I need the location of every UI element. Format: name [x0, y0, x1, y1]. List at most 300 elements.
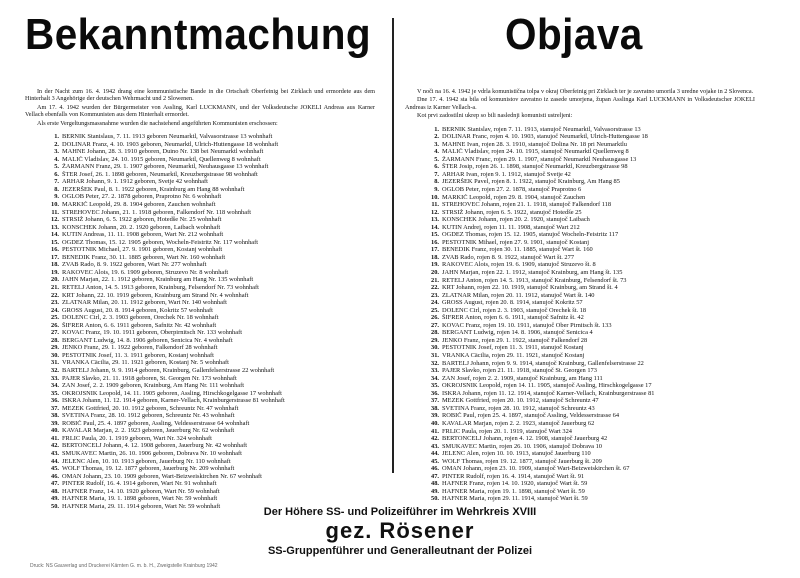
list-item	[425, 148, 755, 156]
list-item	[425, 277, 755, 285]
list-item	[45, 254, 375, 262]
list-item-text: PESTOTNIK Josef, rojen 11. 3. 1911, stanujoč Kostanj	[442, 344, 584, 352]
list-item-number: 4.	[434, 148, 439, 156]
list-item	[45, 352, 375, 360]
list-item-text: RAKOVEC Alois, 19. 6. 1909 geboren, Struzevo Nr. 8 wohnhaft	[62, 268, 229, 276]
german-victim-list	[45, 133, 375, 510]
list-item	[45, 193, 375, 201]
list-item-number: 18.	[51, 261, 59, 269]
list-item-number: 35.	[431, 382, 439, 390]
list-item-text: BERTONCELJ Johann, 4. 12. 1908 geboren, Jauerburg Nr. 42 wohnhaft	[62, 442, 248, 450]
slovene-intro-paragraph: V noči na 16. 4. 1942 je vdrla komunistična tolpa v okraj Oberfeinig pri Zirklach ter je zavratno umorila 3 uredne vojake in 2 Slovenca.	[417, 88, 754, 95]
list-item-text: ISKRA Johann, rojen 11. 12. 1914, stanujoč Karner-Vellach, Krainburgerstrasse 81	[442, 389, 655, 397]
list-item	[425, 465, 755, 473]
signature-rank: SS-Gruppenführer und Generalleutnant der Polizei	[267, 545, 533, 557]
list-item-number: 8.	[54, 185, 59, 193]
list-item-text: FRLIC Paula, 20. 1. 1919 geboren, Wart Nr. 324 wohnhaft	[62, 434, 212, 442]
list-item	[45, 442, 375, 450]
list-item	[45, 322, 375, 330]
slovene-intro	[405, 88, 755, 120]
list-item	[45, 209, 375, 217]
list-item-text: JELENC Alen, rojen 10. 10. 1913, stanujoč Jauerburg 110	[442, 450, 591, 458]
list-item-text: OMAN Johann, rojen 23. 10. 1909, stanujoč Wart-Beizweiskirchen št. 67	[442, 465, 630, 473]
list-item	[45, 261, 375, 269]
list-item	[425, 194, 755, 202]
list-item	[425, 201, 755, 209]
list-item	[45, 224, 375, 232]
list-item-text: SMUKAVEC Martin, rojen 26. 10. 1906, stanujoč Dobrava 10	[442, 442, 602, 450]
list-item	[45, 216, 375, 224]
list-item	[45, 495, 375, 503]
list-item-number: 49.	[51, 495, 59, 503]
list-item-number: 12.	[51, 216, 59, 224]
list-item-text: PESTOTNIK Michael, 27. 9. 1901 geboren, Kostanj wohnhaft	[62, 246, 223, 254]
list-item-text: OGLOB Peter, 27. 2. 1878 geboren, Praprotno Nr. 6 wohnhaft	[62, 193, 222, 201]
list-item-text: VRANKA Cäcilia, rojen 29. 11. 1921, stanujoč Kostanj	[442, 352, 585, 360]
slovene-intro-paragraph: Kot prvi zadostilni ukrep so bili naslednji komunisti ustreljeni:	[417, 112, 573, 120]
list-item-text: WOLF Thomas, rojen 19. 12. 1877, stanujoč Jauerburg št. 209	[442, 457, 602, 465]
list-item	[425, 382, 755, 390]
list-item	[45, 412, 375, 420]
list-item-text: KOVAC Franz, 19. 10. 1911 geboren, Oberpirnitsch Nr. 133 wohnhaft	[62, 329, 242, 337]
list-item-text: SVETINA Franz, 28. 10. 1912 geboren, Schreuntz Nr. 43 wohnhaft	[62, 412, 235, 420]
list-item-number: 8.	[434, 178, 439, 186]
list-item-number: 49.	[431, 487, 439, 495]
list-item	[425, 171, 755, 179]
list-item-number: 21.	[431, 276, 439, 284]
list-item-number: 18.	[431, 253, 439, 261]
list-item-text: STREHOVEC Johann, 21. 1. 1918 geboren, Falkendorf Nr. 118 wohnhaft	[62, 208, 251, 216]
list-item-text: BERTONCELJ Johann, rojen 4. 12. 1908, stanujoč Jauerburg 42	[442, 435, 608, 443]
list-item	[45, 473, 375, 481]
list-item	[425, 126, 755, 134]
list-item	[45, 488, 375, 496]
list-item	[425, 405, 755, 413]
list-item	[425, 480, 755, 488]
list-item-text: GROSS August, 20. 8. 1914 geboren, Kokritz 57 wohnhaft	[62, 306, 213, 314]
list-item	[425, 420, 755, 428]
list-item-text: KAVALAR Marjan, 2. 2. 1923 geboren, Jauerburg Nr. 62 wohnhaft	[62, 427, 235, 435]
list-item	[425, 344, 755, 352]
list-item	[45, 480, 375, 488]
list-item-number: 48.	[51, 487, 59, 495]
list-item-number: 11.	[51, 208, 59, 216]
list-item	[45, 465, 375, 473]
list-item	[45, 337, 375, 345]
list-item-number: 31.	[431, 352, 439, 360]
list-item-number: 5.	[434, 155, 439, 163]
list-item-text: MAHNE Johann, 28. 3. 1910 geboren, Duino Nr. 138 bei Neumarktl wohnhaft	[62, 148, 264, 156]
list-item-text: HAFNER Franz, rojen 14. 10. 1920, stanujoč Wart št. 59	[442, 480, 588, 488]
list-item-text: MEZEK Gottfried, rojen 20. 10. 1912, stanujoč Schreuntz 47	[442, 397, 599, 405]
list-item-text: RETELJ Anton, 14. 5. 1913 geboren, Krainburg, Felsendorf Nr. 73 wohnhaft	[62, 283, 259, 291]
list-item-text: KUTIN Andrej, rojen 11. 11. 1908, stanujoč Wart 212	[442, 223, 580, 231]
list-item	[425, 254, 755, 262]
list-item-number: 17.	[51, 253, 59, 261]
list-item-number: 45.	[51, 465, 59, 473]
list-item	[425, 231, 755, 239]
list-item-text: MAHNE Ivan, rojen 28. 3. 1910, stanujoč Dolina Nr. 18 pri Neumarktlu	[442, 140, 627, 148]
list-item-number: 7.	[54, 178, 59, 186]
list-item-number: 40.	[431, 419, 439, 427]
list-item-number: 2.	[54, 140, 59, 148]
list-item-text: PINTER Rudolf, 16. 4. 1914 geboren, Wart Nr. 91 wohnhaft	[62, 480, 217, 488]
list-item	[425, 412, 755, 420]
list-item	[45, 171, 375, 179]
list-item-text: HAFNER Maria, 19. 1. 1898 geboren, Wart Nr. 59 wohnhaft	[62, 495, 218, 503]
list-item	[45, 284, 375, 292]
list-item-text: OKROJSNIK Leopold, 14. 11. 1905 geboren, Assling, Hirschkogelgasse 17 wohnhaft	[62, 389, 282, 397]
list-item-number: 26.	[51, 321, 59, 329]
list-item	[45, 292, 375, 300]
list-item-number: 13.	[51, 223, 59, 231]
list-item-text: ZAN Josef, rojen 2. 2. 1909, stanujoč Krainburg, am Hang 111	[442, 374, 603, 382]
list-item-text: KONSCHEK Johann, rojen 20. 2. 1920, stanujoč Laibach	[442, 216, 590, 224]
list-item-text: JELENC Alen, 10. 10. 1913 geboren, Jauerburg Nr. 110 wohnhaft	[62, 457, 231, 465]
list-item-text: JAHN Marjan, 22. 1. 1912 geboren, Krainburg am Hang Nr. 135 wohnhaft	[62, 276, 254, 284]
list-item-number: 41.	[431, 427, 439, 435]
list-item	[425, 224, 755, 232]
list-item	[425, 141, 755, 149]
list-item-text: HAFNER Maria, 29. 11. 1914 geboren, Wart Nr. 59 wohnhaft	[62, 502, 221, 510]
list-item-text: KONSCHEK Johann, 20. 2. 1920 geboren, Laibach wohnhaft	[62, 223, 221, 231]
list-item-number: 9.	[434, 186, 439, 193]
list-item-number: 45.	[431, 457, 439, 465]
list-item-number: 24.	[431, 299, 439, 307]
list-item-number: 15.	[51, 238, 59, 246]
list-item-text: HAFNER Franz, 14. 10. 1920 geboren, Wart Nr. 59 wohnhaft	[62, 487, 220, 495]
list-item	[425, 178, 755, 186]
list-item-number: 7.	[434, 170, 439, 178]
list-item	[425, 186, 755, 194]
list-item	[425, 133, 755, 141]
list-item	[45, 246, 375, 254]
list-item-text: GROSS August, rojen 20. 8. 1914, stanujoč Kokritz 57	[442, 299, 583, 307]
list-item-text: ZAN Josef, 2. 2. 1909 geboren, Krainburg, Am Hang Nr. 111 wohnhaft	[62, 382, 245, 390]
list-item-text: KOVAC Franz, rojen 19. 10. 1911, stanujoč Ober Pirnitsch št. 133	[442, 321, 612, 329]
list-item	[45, 359, 375, 367]
list-item-text: HAFNER Maria, rojen 29. 11. 1914, stanujoč Wart št. 59	[442, 495, 588, 503]
list-item-text: SVETINA Franz, rojen 28. 10. 1912, stanujoč Schreuntz 43	[442, 404, 595, 412]
list-item-number: 6.	[54, 170, 59, 178]
list-item-number: 25.	[51, 314, 59, 322]
german-intro	[25, 88, 375, 127]
list-item-number: 27.	[431, 321, 439, 329]
list-item-text: BENEDIK Franz, rojen 30. 11. 1885, stanujoč Wart št. 160	[442, 246, 593, 254]
list-item	[45, 314, 375, 322]
list-item-number: 50.	[51, 502, 59, 510]
list-item-text: ZVAB Rado, 8. 9. 1922 geboren, Wart Nr. 277 wohnhaft	[62, 261, 207, 269]
list-item-text: ROBIČ Paul, 25. 4. 1897 geboren, Assling, Veldesserstrasse 64 wohnhaft	[62, 419, 250, 427]
list-item-text: HAFNER Maria, rojen 19. 1. 1898, stanujoč Wart št. 59	[442, 487, 585, 495]
list-item-number: 29.	[431, 336, 439, 344]
list-item-number: 32.	[51, 366, 59, 374]
list-item	[45, 367, 375, 375]
list-item-text: WOLF Thomas, 19. 12. 1877 geboren, Jauerburg Nr. 209 wohnhaft	[62, 465, 235, 473]
list-item	[425, 488, 755, 496]
list-item	[425, 261, 755, 269]
list-item-text: MARKIČ Leopold, 29. 8. 1904 geboren, Zauchen wohnhaft	[62, 200, 216, 208]
list-item	[45, 201, 375, 209]
list-item-text: STRSIŽ Johann, 6. 5. 1922 geboren, Hotedše Nr. 25 wohnhaft	[62, 216, 222, 224]
list-item-number: 17.	[431, 246, 439, 254]
list-item-number: 30.	[51, 351, 59, 359]
list-item	[45, 450, 375, 458]
list-item-number: 24.	[51, 306, 59, 314]
list-item-number: 3.	[54, 148, 59, 156]
list-item-number: 23.	[431, 291, 439, 299]
list-item-text: RETELJ Anton, rojen 14. 5. 1913, stanujoč Krainburg, Felsendorf št. 73	[442, 276, 627, 284]
list-item-number: 29.	[51, 344, 59, 352]
list-item-text: ŠTER Josip, rojen 26. 1. 1898, stanujoč Neumarktl, Kreuzbergstrasse 98	[442, 163, 628, 171]
list-item-number: 14.	[51, 231, 59, 239]
list-item	[45, 435, 375, 443]
list-item	[45, 344, 375, 352]
list-item	[45, 133, 375, 141]
list-item	[45, 186, 375, 194]
list-item-number: 37.	[431, 397, 439, 405]
list-item-number: 43.	[431, 442, 439, 450]
list-item-number: 35.	[51, 389, 59, 397]
list-item-number: 5.	[54, 163, 59, 171]
list-item-text: BERGANT Ludwig, rojen 14. 8. 1906, stanujoč Senicica 4	[442, 329, 593, 337]
list-item-number: 15.	[431, 231, 439, 239]
list-item-number: 46.	[51, 472, 59, 480]
list-item-number: 19.	[51, 268, 59, 276]
list-item-number: 32.	[431, 359, 439, 367]
list-item-text: ZLATNAR Milan, 20. 11. 1912 geboren, Wart Nr. 140 wohnhaft	[62, 299, 227, 307]
list-item-number: 27.	[51, 329, 59, 337]
list-item-text: BARTELJ Johann, 9. 9. 1914 geboren, Krainburg, Gallenfelserstrasse 22 wohnhaft	[62, 366, 275, 374]
list-item	[425, 495, 755, 503]
list-item	[425, 209, 755, 217]
list-item-text: ZLATNAR Milan, rojen 20. 11. 1912, stanujoč Wart št. 140	[442, 291, 595, 299]
list-item-number: 25.	[431, 306, 439, 314]
slovene-intro-paragraph: Dne 17. 4. 1942 sta bila od komunistov zavratno iz zasede umorjena, župan Asslinga Karl LUCKMANN in Volksdeutscher JOKELI Andreas iz Karner Vellach-a.	[405, 96, 755, 111]
list-item-text: BERGANT Ludwig, 14. 8. 1906 geboren, Senicica Nr. 4 wohnhaft	[62, 336, 233, 344]
list-item-number: 1.	[434, 125, 439, 133]
list-item-number: 20.	[431, 269, 439, 277]
list-item	[425, 284, 755, 292]
list-item-number: 42.	[431, 435, 439, 443]
list-item-text: BARTELJ Johann, rojen 9. 9. 1914, stanujoč Krainburg, Gallenfelserstrasse 22	[442, 359, 644, 367]
list-item	[45, 299, 375, 307]
list-item-text: SMUKAVEC Martin, 26. 10. 1906 geboren, Dobrava Nr. 10 wohnhaft	[62, 450, 242, 457]
list-item	[425, 352, 755, 360]
german-intro-paragraph: In der Nacht zum 16. 4. 1942 drang eine kommunistische Bande in die Ortschaft Oberfeinig bei Zirklach und ermordete aus dem Hinterhalt 3 Angehörige der deutschen Wehrmacht und 2 Slowenen.	[25, 88, 375, 103]
list-item-text: BERNIK Stanislav, rojen 7. 11. 1913, stanujoč Neumarktl, Valvasorstrasse 13	[442, 125, 641, 133]
list-item-text: ARHAR Johann, 9. 1. 1912 geboren, Svetje 42 wohnhaft	[62, 178, 208, 186]
list-item-text: VRANKA Cäcilia, 29. 11. 1921 geboren, Kostanj Nr. 5 wohnhaft	[62, 359, 229, 367]
list-item-text: BERNIK Stanislaus, 7. 11. 1913 geboren Neumarktl, Valvasorstrasse 13 wohnhaft	[62, 133, 273, 141]
list-item-number: 22.	[51, 291, 59, 299]
list-item-text: OMAN Johann, 23. 10. 1909 geboren, Wart-Beizweiskirchen Nr. 67 wohnhaft	[62, 472, 262, 480]
list-item	[45, 405, 375, 413]
list-item-number: 10.	[51, 200, 59, 208]
list-item-text: ŽARMANN Franc, rojen 29. 1. 1907, stanujoč Neumarktl Neuhausgasse 13	[442, 155, 637, 163]
list-item-text: KRT Johann, 22. 10. 1919 geboren, Krainburg am Strand Nr. 4 wohnhaft	[62, 291, 249, 299]
list-item	[425, 292, 755, 300]
list-item	[45, 375, 375, 383]
list-item	[45, 397, 375, 405]
list-item-text: STRSIŽ Johann, rojen 6. 5. 1922, stanujoč Hotedše 25	[442, 208, 582, 216]
list-item	[425, 428, 755, 436]
list-item-text: KAVALAR Marjan, rojen 2. 2. 1923, stanujoč Jauerburg 62	[442, 419, 595, 427]
list-item-text: ŠTER Josef, 26. 1. 1898 geboren, Neumarktl, Kreuzbergstrasse 98 wohnhaft	[62, 170, 258, 178]
printer-imprint: Druck: NS Gauverlag und Druckerei Kärnten G. m. b. H., Zweigstelle Krainburg 1942	[30, 563, 218, 569]
list-item	[45, 178, 375, 186]
list-item	[425, 314, 755, 322]
list-item	[425, 216, 755, 224]
list-item-text: FRLIC Paula, rojen 20. 1. 1919, stanujoč Wart 324	[442, 427, 573, 435]
list-item-number: 47.	[431, 472, 439, 480]
list-item-number: 38.	[431, 404, 439, 412]
list-item-text: RAKOVEC Alois, rojen 19. 6. 1909, stanujoč Struzevo št. 8	[442, 261, 596, 269]
list-item	[45, 427, 375, 435]
list-item-number: 30.	[431, 344, 439, 352]
list-item-number: 21.	[51, 283, 59, 291]
list-item-number: 44.	[51, 457, 59, 465]
list-item	[45, 141, 375, 149]
list-item-text: JEZERŠEK Paul, 8. 1. 1922 geboren, Krainburg am Hang 88 wohnhaft	[62, 185, 245, 193]
list-item-number: 36.	[431, 389, 439, 397]
slovene-title: Objava	[505, 10, 643, 59]
german-intro-paragraph: Am 17. 4. 1942 wurden der Bürgermeister von Assling, Karl LUCKMANN, und der Volksdeutsche JOKELI Andreas aus Karner Vellach ebenfalls von Kommunisten aus dem Hinterhalt ermordet.	[25, 103, 375, 119]
list-item	[425, 299, 755, 307]
list-item-text: ARHAR Ivan, rojen 9. 1. 1912, stanujoč Svetje 42	[442, 170, 571, 178]
list-item-number: 41.	[51, 434, 59, 442]
list-item-number: 47.	[51, 480, 59, 488]
list-item-text: JAHN Marjan, rojen 22. 1. 1912, stanujoč Krainburg, am Hang št. 135	[442, 269, 623, 277]
list-item-text: ŽARMANN Franz, 29. 1. 1907 geboren, Neumarktl, Neuhausgasse 13 wohnhaft	[62, 163, 269, 171]
list-item-number: 3.	[434, 140, 439, 148]
list-item-number: 39.	[431, 412, 439, 420]
list-item	[45, 239, 375, 247]
list-item-text: JEZERŠEK Pavel, rojen 8. 1. 1922, stanujoč Krainburg, Am Hang 85	[442, 178, 620, 186]
list-item	[45, 307, 375, 315]
slovene-victim-list	[425, 126, 755, 503]
list-item-text: MEZEK Gottfried, 20. 10. 1912 geboren, Schreuntz Nr. 47 wohnhaft	[62, 404, 239, 412]
signature-office: Der Höhere SS- und Polizeiführer im Wehrkreis XVIII	[263, 506, 537, 518]
list-item-text: KRT Johann, rojen 22. 10. 1919, stanujoč Krainburg, am Strand št. 4	[442, 284, 618, 292]
list-item	[45, 390, 375, 398]
list-item	[425, 360, 755, 368]
list-item-text: ZVAB Rado, rojen 8. 9. 1922, stanujoč Wart št. 277	[442, 253, 575, 261]
list-item	[425, 375, 755, 383]
list-item	[45, 276, 375, 284]
column-divider	[392, 18, 394, 473]
list-item	[45, 382, 375, 390]
list-item-number: 34.	[431, 374, 439, 382]
list-item-text: DOLINAR Franz, 4. 10. 1903 geboren, Neumarktl, Ulrich-Huttengasse 18 wohnhaft	[62, 140, 279, 148]
list-item-number: 16.	[431, 238, 439, 246]
list-item-number: 9.	[54, 193, 59, 201]
list-item-text: PESTOTNIK Mihael, rojen 27. 9. 1901, stanujoč Kostanj	[442, 238, 590, 246]
list-item	[425, 156, 755, 164]
list-item-text: ŠIFRER Anton, rojen 6. 6. 1911, stanujoč Safnitz št. 42	[442, 314, 584, 322]
list-item-number: 46.	[431, 465, 439, 473]
list-item-text: OGDEZ Thomas, rojen 15. 12. 1905, stanujoč Wocheln-Feistritz 117	[442, 231, 619, 239]
signature-name: gez. Rösener	[325, 518, 475, 543]
list-item-number: 2.	[434, 133, 439, 141]
list-item-number: 40.	[51, 427, 59, 435]
list-item	[45, 231, 375, 239]
list-item	[425, 329, 755, 337]
list-item-text: OKROJSNIK Leopold, rojen 14. 11. 1905, stanujoč Assling, Hirschkogelgasse 17	[442, 382, 652, 390]
list-item	[425, 443, 755, 451]
list-item-number: 33.	[431, 367, 439, 375]
list-item-number: 23.	[51, 299, 59, 307]
list-item-number: 50.	[431, 495, 439, 503]
list-item-text: DOLINAR Franc, rojen 4. 10. 1903, stanujoč Neumarktl, Ulrich-Huttengasse 18	[442, 133, 648, 141]
list-item-number: 1.	[54, 133, 59, 141]
list-item-number: 14.	[431, 223, 439, 231]
list-item	[425, 450, 755, 458]
list-item	[425, 307, 755, 315]
list-item	[425, 397, 755, 405]
list-item-number: 42.	[51, 442, 59, 450]
list-item-text: PESTOTNIK Josef, 11. 3. 1911 geboren, Kostanj wohnhaft	[62, 351, 214, 359]
list-item	[425, 458, 755, 466]
list-item-number: 38.	[51, 412, 59, 420]
list-item-number: 34.	[51, 382, 59, 390]
list-item-number: 48.	[431, 480, 439, 488]
list-item-number: 26.	[431, 314, 439, 322]
list-item-text: ISKRA Johann, 11. 12. 1914 geboren, Karner-Vellach, Krainburgerstrasse 81 wohnhaft	[62, 397, 285, 405]
list-item-number: 43.	[51, 450, 59, 457]
list-item-number: 13.	[431, 216, 439, 224]
list-item-text: MALIČ Vladislav, rojen 24. 10. 1915, stanujoč Neumarktl Quellenweg 8	[442, 148, 629, 156]
list-item-number: 37.	[51, 404, 59, 412]
list-item-text: JENKO Franz, 29. 1. 1922 geboren, Falkendorf 28 wohnhaft	[62, 344, 218, 352]
german-title: Bekanntmachung	[25, 10, 372, 59]
list-item-text: DOLENC Cirl, rojen 2. 3. 1903, stanujoč Orechek št. 18	[442, 306, 587, 314]
list-item-number: 31.	[51, 359, 59, 367]
list-item-text: MARKIČ Leopold, rojen 29. 8. 1904, stanujoč Zauchen	[442, 193, 586, 201]
list-item-number: 22.	[431, 284, 439, 292]
list-item-text: PAJER Slavko, rojen 21. 11. 1918, stanujoč St. Georgen 173	[442, 367, 597, 375]
list-item-number: 28.	[431, 329, 439, 337]
list-item	[425, 435, 755, 443]
list-item-text: MALIČ Vladislav, 24. 10. 1915 geboren, Neumarktl, Quellenweg 8 wohnhaft	[62, 155, 261, 163]
list-item	[425, 269, 755, 277]
list-item-text: OGDEZ Thomas, 15. 12. 1905 geboren, Wocheln-Feistritz Nr. 117 wohnhaft	[62, 238, 259, 246]
german-intro-paragraph: Als erste Vergeltungsmassnahme wurden die nachstehend angeführten Kommunisten erschossen:	[37, 119, 278, 127]
list-item-text: OGLOB Peter, rojen 27. 2. 1878, stanujoč Praprotno 6	[442, 186, 582, 193]
list-item-text: KUTIN Andreas, 11. 11. 1908 geboren, Wart Nr. 212 wohnhaft	[62, 231, 224, 239]
list-item	[425, 163, 755, 171]
list-item	[45, 420, 375, 428]
list-item-number: 39.	[51, 419, 59, 427]
german-column	[25, 88, 375, 510]
list-item-number: 6.	[434, 163, 439, 171]
list-item-text: BENEDIK Franz, 30. 11. 1885 geboren, Wart Nr. 160 wohnhaft	[62, 253, 226, 261]
list-item-number: 11.	[431, 201, 439, 209]
list-item	[45, 163, 375, 171]
list-item-text: PINTER Rudolf, rojen 16. 4. 1914, stanujoč Wart št. 91	[442, 472, 585, 480]
list-item-text: PAJER Slavko, 21. 11. 1918 geboren, St. Georgen Nr. 173 wohnhaft	[62, 374, 237, 382]
list-item-text: JENKO Franz, rojen 29. 1. 1922, stanujoč Falkendorf 28	[442, 336, 588, 344]
list-item	[425, 390, 755, 398]
list-item-text: STREHOVEC Johann, rojen 21. 1. 1918, stanujoč Falkendorf 118	[442, 201, 612, 209]
list-item	[45, 458, 375, 466]
list-item	[45, 269, 375, 277]
list-item-number: 16.	[51, 246, 59, 254]
list-item-text: ROBIČ Paul, rojen 25. 4. 1897, stanujoč Assling, Veldesserstrasse 64	[442, 412, 620, 420]
list-item-number: 20.	[51, 276, 59, 284]
list-item	[45, 148, 375, 156]
list-item	[45, 329, 375, 337]
